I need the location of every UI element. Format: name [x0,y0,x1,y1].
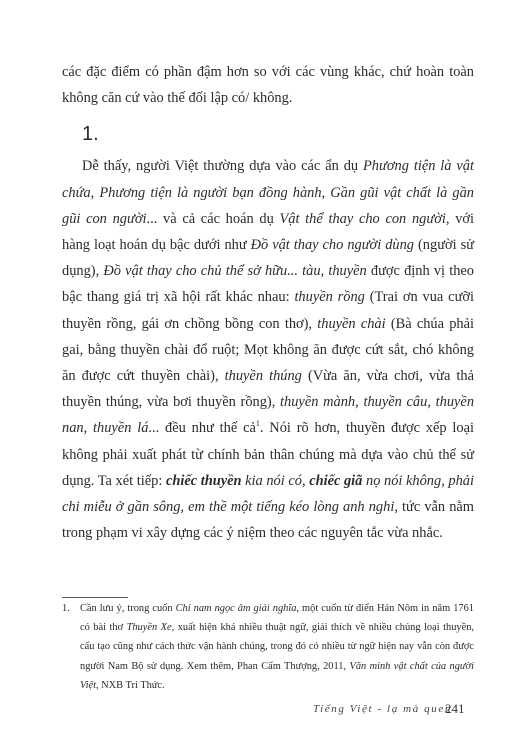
footnote-reference[interactable]: 1 [255,419,260,429]
bold-term: chiếc giã [309,472,363,489]
italic-title: Văn minh vật chất của người Việt [80,660,474,691]
text-run: (Trai ơn vua cưỡi thuyền rồng, gái ơn chồng bồng con thơ), [62,289,474,332]
italic-term: thuyền thúng [224,368,302,385]
italic-term: Đồ vật thay cho chủ thể sở hữu... tàu [103,263,321,280]
text-run: , [427,394,436,411]
footnote [62,599,474,695]
italic-title: Chỉ nam ngọc âm giải nghĩa [175,603,297,614]
text-run: (Vừa ăn, vừa chơi, vừa thả thuyền thúng, vừa bơi thuyền rồng), [62,368,474,411]
section-paragraph [62,153,474,546]
italic-term: thuyền [328,263,367,280]
text-run: , tức vẫn nằm trong phạm vi xây dựng các ý niệm theo các nguyên tắc vừa nhắc. [62,499,474,542]
italic-term: thuyền rồng [294,289,365,306]
italic-term: Vật thể thay cho con người [279,210,446,227]
text-run: , [90,184,100,201]
italic-term: Phương tiện là người bạn đồng hành [99,184,322,201]
footnote-divider [62,597,128,598]
text-run: . Nói rõ hơn, thuyền được xếp loại không phải xuất phát từ chính bản thân chúng mà dựa vào chủ thể sử dụng. Ta xét tiếp: [62,420,474,489]
page-number: 241 [445,701,465,716]
italic-term: thuyền chài [317,315,386,332]
text-run: , [321,184,331,201]
main-text [62,59,474,546]
text-run: ... đều như thế cả [148,420,256,437]
italic-term: Phương tiện là vật chứa [62,158,474,201]
text-run: , [355,394,364,411]
text-run: Dễ thấy, người Việt thường dựa vào các ẩn dụ [82,158,364,175]
text-run: (Bà chúa phải gai, bằng thuyền chài đổ ruột; Mọt không ăn được cứt sắt, chó không ăn được cứt thuyền chài), [62,315,475,385]
text-run: , [320,263,329,280]
text-run: ... và cả các hoán dụ [146,210,280,227]
italic-term: thuyền lá [93,420,149,437]
section-heading: 1. [82,123,99,146]
italic-term: thuyền câu [363,394,428,411]
footnote-number: 1. [62,603,70,614]
italic-term: thuyền nan [62,394,475,437]
italic-term: thuyền mành [280,394,356,411]
text-run: (người sử dụng), [62,237,474,280]
bold-term: chiếc thuyền [165,472,242,489]
running-footer-title: Tiếng Việt - lạ mà quen [313,703,452,715]
text-run: , [83,420,94,437]
continued-paragraph: các đặc điểm có phần đậm hơn so với các vùng khác, chứ hoàn toàn không căn cứ vào thế đối lập có/ không. [62,64,474,107]
text-run: , với hàng loạt hoán dụ bậc dưới như [62,210,474,254]
text-run: Cần lưu ý, trong cuốn [80,603,176,614]
italic-term: Gần gũi vật chất là gần gũi con người [62,184,474,227]
footnote-text [80,599,474,695]
italic-title: Thuyền Xe [126,622,172,634]
italic-term: kia nói có, [241,472,310,489]
italic-term: nọ nói không, phải chi miễu ở gần sông, em thề một tiếng kéo lòng anh nghi [62,472,475,516]
text-run: , một cuốn từ điển Hán Nôm in năm 1761 có bài thơ [80,603,474,634]
text-run: , NXB Tri Thức. [95,679,165,691]
text-run: được định vị theo bậc thang giá trị xã hội rất khác nhau: [62,263,474,306]
text-run: , xuất hiện khá nhiều thuật ngữ, giải thích về nhiều chủng loại thuyền, cấu tạo cũng như cách thức vận hành chúng, trong đó có nhiều từ ngữ hiện nay vẫn còn được người Nam Bộ sử dụng. Xem thêm, Phan Cẩm Thượng, 2011, [80,622,474,672]
italic-term: Đồ vật thay cho người dùng [250,237,415,254]
